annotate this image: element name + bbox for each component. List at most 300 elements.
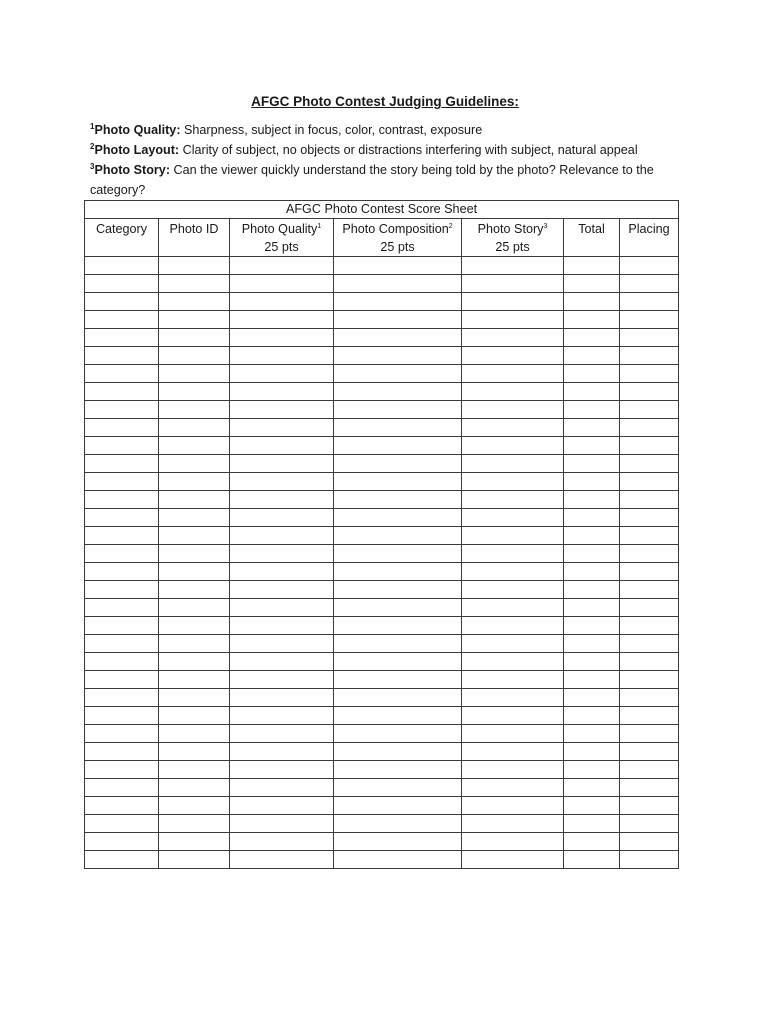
score-entry-cell[interactable] — [85, 689, 159, 707]
score-entry-cell[interactable] — [85, 365, 159, 383]
score-entry-cell[interactable] — [85, 707, 159, 725]
score-entry-cell[interactable] — [620, 437, 679, 455]
score-entry-cell[interactable] — [230, 527, 334, 545]
score-entry-cell[interactable] — [564, 437, 620, 455]
score-entry-cell[interactable] — [159, 581, 230, 599]
score-entry-cell[interactable] — [462, 347, 564, 365]
score-entry-cell[interactable] — [334, 419, 462, 437]
score-entry-cell[interactable] — [230, 851, 334, 869]
score-entry-cell[interactable] — [159, 797, 230, 815]
score-entry-cell[interactable] — [85, 581, 159, 599]
score-entry-cell[interactable] — [334, 833, 462, 851]
score-entry-cell[interactable] — [462, 383, 564, 401]
score-entry-cell[interactable] — [85, 275, 159, 293]
score-entry-cell[interactable] — [620, 401, 679, 419]
table-row — [85, 473, 679, 491]
score-entry-cell[interactable] — [334, 725, 462, 743]
score-entry-cell[interactable] — [462, 743, 564, 761]
score-entry-cell[interactable] — [159, 383, 230, 401]
score-entry-cell[interactable] — [620, 707, 679, 725]
score-entry-cell[interactable] — [334, 455, 462, 473]
score-entry-cell[interactable] — [230, 455, 334, 473]
score-entry-cell[interactable] — [230, 383, 334, 401]
score-entry-cell[interactable] — [620, 563, 679, 581]
score-entry-cell[interactable] — [564, 815, 620, 833]
score-entry-cell[interactable] — [85, 833, 159, 851]
score-entry-cell[interactable] — [159, 815, 230, 833]
score-entry-cell[interactable] — [334, 527, 462, 545]
score-entry-cell[interactable] — [85, 599, 159, 617]
score-entry-cell[interactable] — [462, 401, 564, 419]
score-entry-cell[interactable] — [334, 491, 462, 509]
score-entry-cell[interactable] — [85, 815, 159, 833]
score-entry-cell[interactable] — [230, 653, 334, 671]
score-entry-cell[interactable] — [620, 275, 679, 293]
score-entry-cell[interactable] — [462, 455, 564, 473]
score-entry-cell[interactable] — [620, 419, 679, 437]
score-entry-cell[interactable] — [620, 779, 679, 797]
table-row — [85, 743, 679, 761]
score-entry-cell[interactable] — [159, 293, 230, 311]
score-entry-cell[interactable] — [85, 293, 159, 311]
table-row — [85, 815, 679, 833]
score-entry-cell[interactable] — [462, 815, 564, 833]
score-entry-cell[interactable] — [159, 833, 230, 851]
column-header-photo-composition — [334, 219, 462, 257]
table-row — [85, 455, 679, 473]
score-entry-cell[interactable] — [462, 491, 564, 509]
score-entry-cell[interactable] — [85, 761, 159, 779]
score-entry-cell[interactable] — [620, 725, 679, 743]
table-row — [85, 725, 679, 743]
score-entry-cell[interactable] — [462, 293, 564, 311]
score-entry-cell[interactable] — [462, 725, 564, 743]
score-entry-cell[interactable] — [230, 779, 334, 797]
column-label: Placing — [628, 222, 670, 236]
score-entry-cell[interactable] — [564, 707, 620, 725]
score-entry-cell[interactable] — [564, 527, 620, 545]
column-label: Photo Quality — [241, 222, 318, 236]
score-entry-cell[interactable] — [462, 365, 564, 383]
footnote-marker: 3 — [543, 223, 548, 230]
score-entry-cell[interactable] — [159, 491, 230, 509]
score-entry-cell[interactable] — [564, 725, 620, 743]
score-entry-cell[interactable] — [620, 617, 679, 635]
score-entry-cell[interactable] — [462, 473, 564, 491]
score-entry-cell[interactable] — [564, 833, 620, 851]
score-entry-cell[interactable] — [159, 743, 230, 761]
score-entry-cell[interactable] — [230, 257, 334, 275]
score-entry-cell[interactable] — [85, 437, 159, 455]
score-entry-cell[interactable] — [462, 617, 564, 635]
score-entry-cell[interactable] — [462, 797, 564, 815]
score-entry-cell[interactable] — [620, 581, 679, 599]
column-header-row — [85, 219, 679, 257]
score-entry-cell[interactable] — [462, 311, 564, 329]
table-row — [85, 635, 679, 653]
score-entry-cell[interactable] — [564, 293, 620, 311]
column-header-photo-quality — [230, 219, 334, 257]
column-header-category — [85, 219, 159, 257]
score-entry-cell[interactable] — [159, 707, 230, 725]
footnote-marker: 3 — [90, 162, 95, 171]
footnote-marker: 2 — [448, 223, 453, 230]
score-entry-cell[interactable] — [85, 545, 159, 563]
score-entry-cell[interactable] — [620, 365, 679, 383]
score-entry-cell[interactable] — [564, 311, 620, 329]
score-entry-cell[interactable] — [564, 455, 620, 473]
score-entry-cell[interactable] — [564, 743, 620, 761]
score-entry-cell[interactable] — [85, 635, 159, 653]
score-entry-cell[interactable] — [159, 257, 230, 275]
score-entry-cell[interactable] — [159, 653, 230, 671]
table-row — [85, 617, 679, 635]
score-entry-cell[interactable] — [620, 293, 679, 311]
table-row — [85, 275, 679, 293]
score-entry-cell[interactable] — [230, 599, 334, 617]
score-entry-cell[interactable] — [334, 599, 462, 617]
table-row — [85, 599, 679, 617]
score-entry-cell[interactable] — [85, 671, 159, 689]
score-entry-cell[interactable] — [230, 473, 334, 491]
column-header-placing — [620, 219, 679, 257]
table-row — [85, 383, 679, 401]
score-entry-cell[interactable] — [334, 581, 462, 599]
score-entry-cell[interactable] — [334, 635, 462, 653]
score-entry-cell[interactable] — [462, 581, 564, 599]
score-entry-cell[interactable] — [230, 401, 334, 419]
footnote-marker: 1 — [90, 122, 95, 131]
score-entry-cell[interactable] — [334, 293, 462, 311]
table-row — [85, 329, 679, 347]
score-entry-cell[interactable] — [334, 779, 462, 797]
score-entry-cell[interactable] — [159, 689, 230, 707]
score-entry-cell[interactable] — [85, 347, 159, 365]
score-entry-cell[interactable] — [334, 851, 462, 869]
score-entry-cell[interactable] — [230, 815, 334, 833]
score-entry-cell[interactable] — [159, 437, 230, 455]
score-entry-cell[interactable] — [334, 329, 462, 347]
score-entry-cell[interactable] — [620, 491, 679, 509]
score-entry-cell[interactable] — [564, 491, 620, 509]
table-row — [85, 833, 679, 851]
score-entry-cell[interactable] — [85, 653, 159, 671]
score-entry-cell[interactable] — [462, 779, 564, 797]
score-entry-cell[interactable] — [230, 329, 334, 347]
score-entry-cell[interactable] — [159, 851, 230, 869]
score-rows — [85, 257, 679, 869]
score-entry-cell[interactable] — [564, 329, 620, 347]
score-entry-cell[interactable] — [159, 311, 230, 329]
score-entry-cell[interactable] — [230, 365, 334, 383]
column-label: Photo ID — [169, 222, 219, 236]
score-entry-cell[interactable] — [159, 635, 230, 653]
score-entry-cell[interactable] — [159, 599, 230, 617]
footnote-marker: 2 — [90, 142, 95, 151]
score-entry-cell[interactable] — [620, 689, 679, 707]
score-entry-cell[interactable] — [620, 653, 679, 671]
score-entry-cell[interactable] — [620, 383, 679, 401]
score-entry-cell[interactable] — [564, 365, 620, 383]
column-points: 25 pts — [264, 240, 299, 254]
score-entry-cell[interactable] — [334, 671, 462, 689]
score-entry-cell[interactable] — [334, 275, 462, 293]
score-entry-cell[interactable] — [564, 689, 620, 707]
score-entry-cell[interactable] — [159, 617, 230, 635]
page-title: AFGC Photo Contest Judging Guidelines: — [251, 94, 519, 109]
score-entry-cell[interactable] — [230, 707, 334, 725]
table-row — [85, 563, 679, 581]
score-entry-cell[interactable] — [620, 815, 679, 833]
score-entry-cell[interactable] — [159, 509, 230, 527]
score-entry-cell[interactable] — [159, 779, 230, 797]
table-row — [85, 797, 679, 815]
score-entry-cell[interactable] — [334, 743, 462, 761]
score-entry-cell[interactable] — [334, 545, 462, 563]
guideline-description: Can the viewer quickly understand the story being told by the photo? Relevance to the category? — [90, 163, 654, 197]
score-entry-cell[interactable] — [620, 329, 679, 347]
score-entry-cell[interactable] — [462, 257, 564, 275]
score-entry-cell[interactable] — [620, 833, 679, 851]
score-entry-cell[interactable] — [85, 473, 159, 491]
table-row — [85, 437, 679, 455]
score-entry-cell[interactable] — [334, 365, 462, 383]
score-entry-cell[interactable] — [230, 347, 334, 365]
table-row — [85, 545, 679, 563]
score-entry-cell[interactable] — [334, 401, 462, 419]
score-entry-cell[interactable] — [462, 275, 564, 293]
score-entry-cell[interactable] — [159, 473, 230, 491]
score-entry-cell[interactable] — [462, 689, 564, 707]
score-entry-cell[interactable] — [620, 509, 679, 527]
table-row — [85, 779, 679, 797]
score-entry-cell[interactable] — [620, 545, 679, 563]
score-entry-cell[interactable] — [230, 635, 334, 653]
table-row — [85, 311, 679, 329]
score-entry-cell[interactable] — [620, 455, 679, 473]
score-entry-cell[interactable] — [230, 293, 334, 311]
score-entry-cell[interactable] — [334, 509, 462, 527]
column-label: Total — [578, 222, 605, 236]
score-entry-cell[interactable] — [564, 257, 620, 275]
score-entry-cell[interactable] — [334, 563, 462, 581]
score-entry-cell[interactable] — [564, 653, 620, 671]
score-entry-cell[interactable] — [620, 347, 679, 365]
score-entry-cell[interactable] — [462, 761, 564, 779]
score-entry-cell[interactable] — [230, 761, 334, 779]
table-row — [85, 509, 679, 527]
column-points: 25 pts — [495, 240, 530, 254]
score-entry-cell[interactable] — [334, 473, 462, 491]
score-entry-cell[interactable] — [85, 329, 159, 347]
column-header-total — [564, 219, 620, 257]
score-entry-cell[interactable] — [564, 545, 620, 563]
score-entry-cell[interactable] — [564, 275, 620, 293]
score-entry-cell[interactable] — [159, 455, 230, 473]
column-header-photo-story — [462, 219, 564, 257]
score-entry-cell[interactable] — [230, 671, 334, 689]
guideline-term: Photo Story: — [94, 163, 171, 177]
score-entry-cell[interactable] — [334, 707, 462, 725]
score-entry-cell[interactable] — [462, 671, 564, 689]
score-entry-cell[interactable] — [85, 779, 159, 797]
score-entry-cell[interactable] — [230, 617, 334, 635]
score-entry-cell[interactable] — [159, 545, 230, 563]
score-entry-cell[interactable] — [85, 797, 159, 815]
score-entry-cell[interactable] — [85, 617, 159, 635]
score-entry-cell[interactable] — [334, 689, 462, 707]
score-entry-cell[interactable] — [564, 347, 620, 365]
score-entry-cell[interactable] — [564, 509, 620, 527]
score-entry-cell[interactable] — [462, 635, 564, 653]
table-row — [85, 401, 679, 419]
score-entry-cell[interactable] — [462, 563, 564, 581]
score-entry-cell[interactable] — [564, 617, 620, 635]
guideline-term: Photo Layout: — [94, 143, 180, 157]
guideline-term: Photo Quality: — [94, 123, 181, 137]
score-entry-cell[interactable] — [564, 797, 620, 815]
score-entry-cell[interactable] — [230, 725, 334, 743]
column-label: Photo Story — [477, 222, 544, 236]
score-entry-cell[interactable] — [230, 545, 334, 563]
table-row — [85, 419, 679, 437]
score-entry-cell[interactable] — [620, 311, 679, 329]
score-entry-cell[interactable] — [564, 419, 620, 437]
score-entry-cell[interactable] — [334, 437, 462, 455]
score-entry-cell[interactable] — [462, 509, 564, 527]
score-entry-cell[interactable] — [564, 383, 620, 401]
score-entry-cell[interactable] — [620, 743, 679, 761]
score-entry-cell[interactable] — [462, 419, 564, 437]
guideline-photo-story — [90, 160, 680, 200]
score-entry-cell[interactable] — [159, 401, 230, 419]
score-entry-cell[interactable] — [159, 275, 230, 293]
table-row — [85, 365, 679, 383]
score-entry-cell[interactable] — [159, 365, 230, 383]
guideline-description: Clarity of subject, no objects or distractions interfering with subject, natural appeal — [179, 143, 638, 157]
score-entry-cell[interactable] — [85, 257, 159, 275]
score-entry-cell[interactable] — [334, 761, 462, 779]
score-entry-cell[interactable] — [230, 833, 334, 851]
score-entry-cell[interactable] — [230, 743, 334, 761]
score-entry-cell[interactable] — [230, 491, 334, 509]
score-entry-cell[interactable] — [85, 383, 159, 401]
score-entry-cell[interactable] — [462, 599, 564, 617]
score-entry-cell[interactable] — [462, 851, 564, 869]
score-entry-cell[interactable] — [620, 671, 679, 689]
score-entry-cell[interactable] — [85, 527, 159, 545]
score-entry-cell[interactable] — [462, 653, 564, 671]
score-entry-cell[interactable] — [620, 761, 679, 779]
score-entry-cell[interactable] — [620, 797, 679, 815]
score-entry-cell[interactable] — [159, 329, 230, 347]
table-row — [85, 653, 679, 671]
score-entry-cell[interactable] — [85, 725, 159, 743]
score-entry-cell[interactable] — [334, 347, 462, 365]
score-entry-cell[interactable] — [85, 851, 159, 869]
score-entry-cell[interactable] — [230, 581, 334, 599]
column-points: 25 pts — [380, 240, 415, 254]
score-entry-cell[interactable] — [462, 527, 564, 545]
score-entry-cell[interactable] — [85, 455, 159, 473]
score-entry-cell[interactable] — [159, 563, 230, 581]
score-entry-cell[interactable] — [334, 653, 462, 671]
score-entry-cell[interactable] — [564, 779, 620, 797]
score-entry-cell[interactable] — [85, 311, 159, 329]
score-entry-cell[interactable] — [334, 797, 462, 815]
score-entry-cell[interactable] — [230, 509, 334, 527]
table-row — [85, 707, 679, 725]
score-entry-cell[interactable] — [334, 311, 462, 329]
column-label: Photo Composition — [342, 222, 449, 236]
score-entry-cell[interactable] — [620, 599, 679, 617]
score-entry-cell[interactable] — [620, 257, 679, 275]
score-entry-cell[interactable] — [85, 563, 159, 581]
score-entry-cell[interactable] — [230, 689, 334, 707]
score-entry-cell[interactable] — [159, 419, 230, 437]
score-entry-cell[interactable] — [85, 401, 159, 419]
score-entry-cell[interactable] — [564, 581, 620, 599]
score-entry-cell[interactable] — [159, 527, 230, 545]
score-entry-cell[interactable] — [564, 761, 620, 779]
score-entry-cell[interactable] — [85, 419, 159, 437]
score-entry-cell[interactable] — [462, 833, 564, 851]
column-header-photo-id — [159, 219, 230, 257]
score-entry-cell[interactable] — [334, 383, 462, 401]
score-entry-cell[interactable] — [620, 473, 679, 491]
table-row — [85, 671, 679, 689]
score-entry-cell[interactable] — [334, 617, 462, 635]
score-entry-cell[interactable] — [334, 257, 462, 275]
score-entry-cell[interactable] — [230, 437, 334, 455]
score-entry-cell[interactable] — [159, 671, 230, 689]
table-row — [85, 347, 679, 365]
score-entry-cell[interactable] — [564, 599, 620, 617]
score-entry-cell[interactable] — [564, 401, 620, 419]
score-entry-cell[interactable] — [564, 563, 620, 581]
score-sheet-caption: AFGC Photo Contest Score Sheet — [85, 201, 679, 219]
score-entry-cell[interactable] — [462, 437, 564, 455]
score-entry-cell[interactable] — [564, 671, 620, 689]
score-entry-cell[interactable] — [159, 725, 230, 743]
score-entry-cell[interactable] — [85, 743, 159, 761]
score-entry-cell[interactable] — [230, 563, 334, 581]
score-entry-cell[interactable] — [620, 527, 679, 545]
score-entry-cell[interactable] — [334, 815, 462, 833]
table-row — [85, 851, 679, 869]
guidelines-list — [90, 120, 680, 200]
score-entry-cell[interactable] — [462, 545, 564, 563]
score-entry-cell[interactable] — [85, 509, 159, 527]
score-entry-cell[interactable] — [564, 473, 620, 491]
score-entry-cell[interactable] — [564, 635, 620, 653]
score-entry-cell[interactable] — [230, 275, 334, 293]
score-entry-cell[interactable] — [230, 311, 334, 329]
score-entry-cell[interactable] — [159, 761, 230, 779]
score-entry-cell[interactable] — [564, 851, 620, 869]
score-entry-cell[interactable] — [230, 797, 334, 815]
score-entry-cell[interactable] — [462, 707, 564, 725]
score-entry-cell[interactable] — [85, 491, 159, 509]
score-entry-cell[interactable] — [620, 635, 679, 653]
score-entry-cell[interactable] — [462, 329, 564, 347]
table-row — [85, 491, 679, 509]
guideline-description: Sharpness, subject in focus, color, contrast, exposure — [180, 123, 483, 137]
score-entry-cell[interactable] — [159, 347, 230, 365]
score-entry-cell[interactable] — [230, 419, 334, 437]
score-entry-cell[interactable] — [620, 851, 679, 869]
table-row — [85, 293, 679, 311]
